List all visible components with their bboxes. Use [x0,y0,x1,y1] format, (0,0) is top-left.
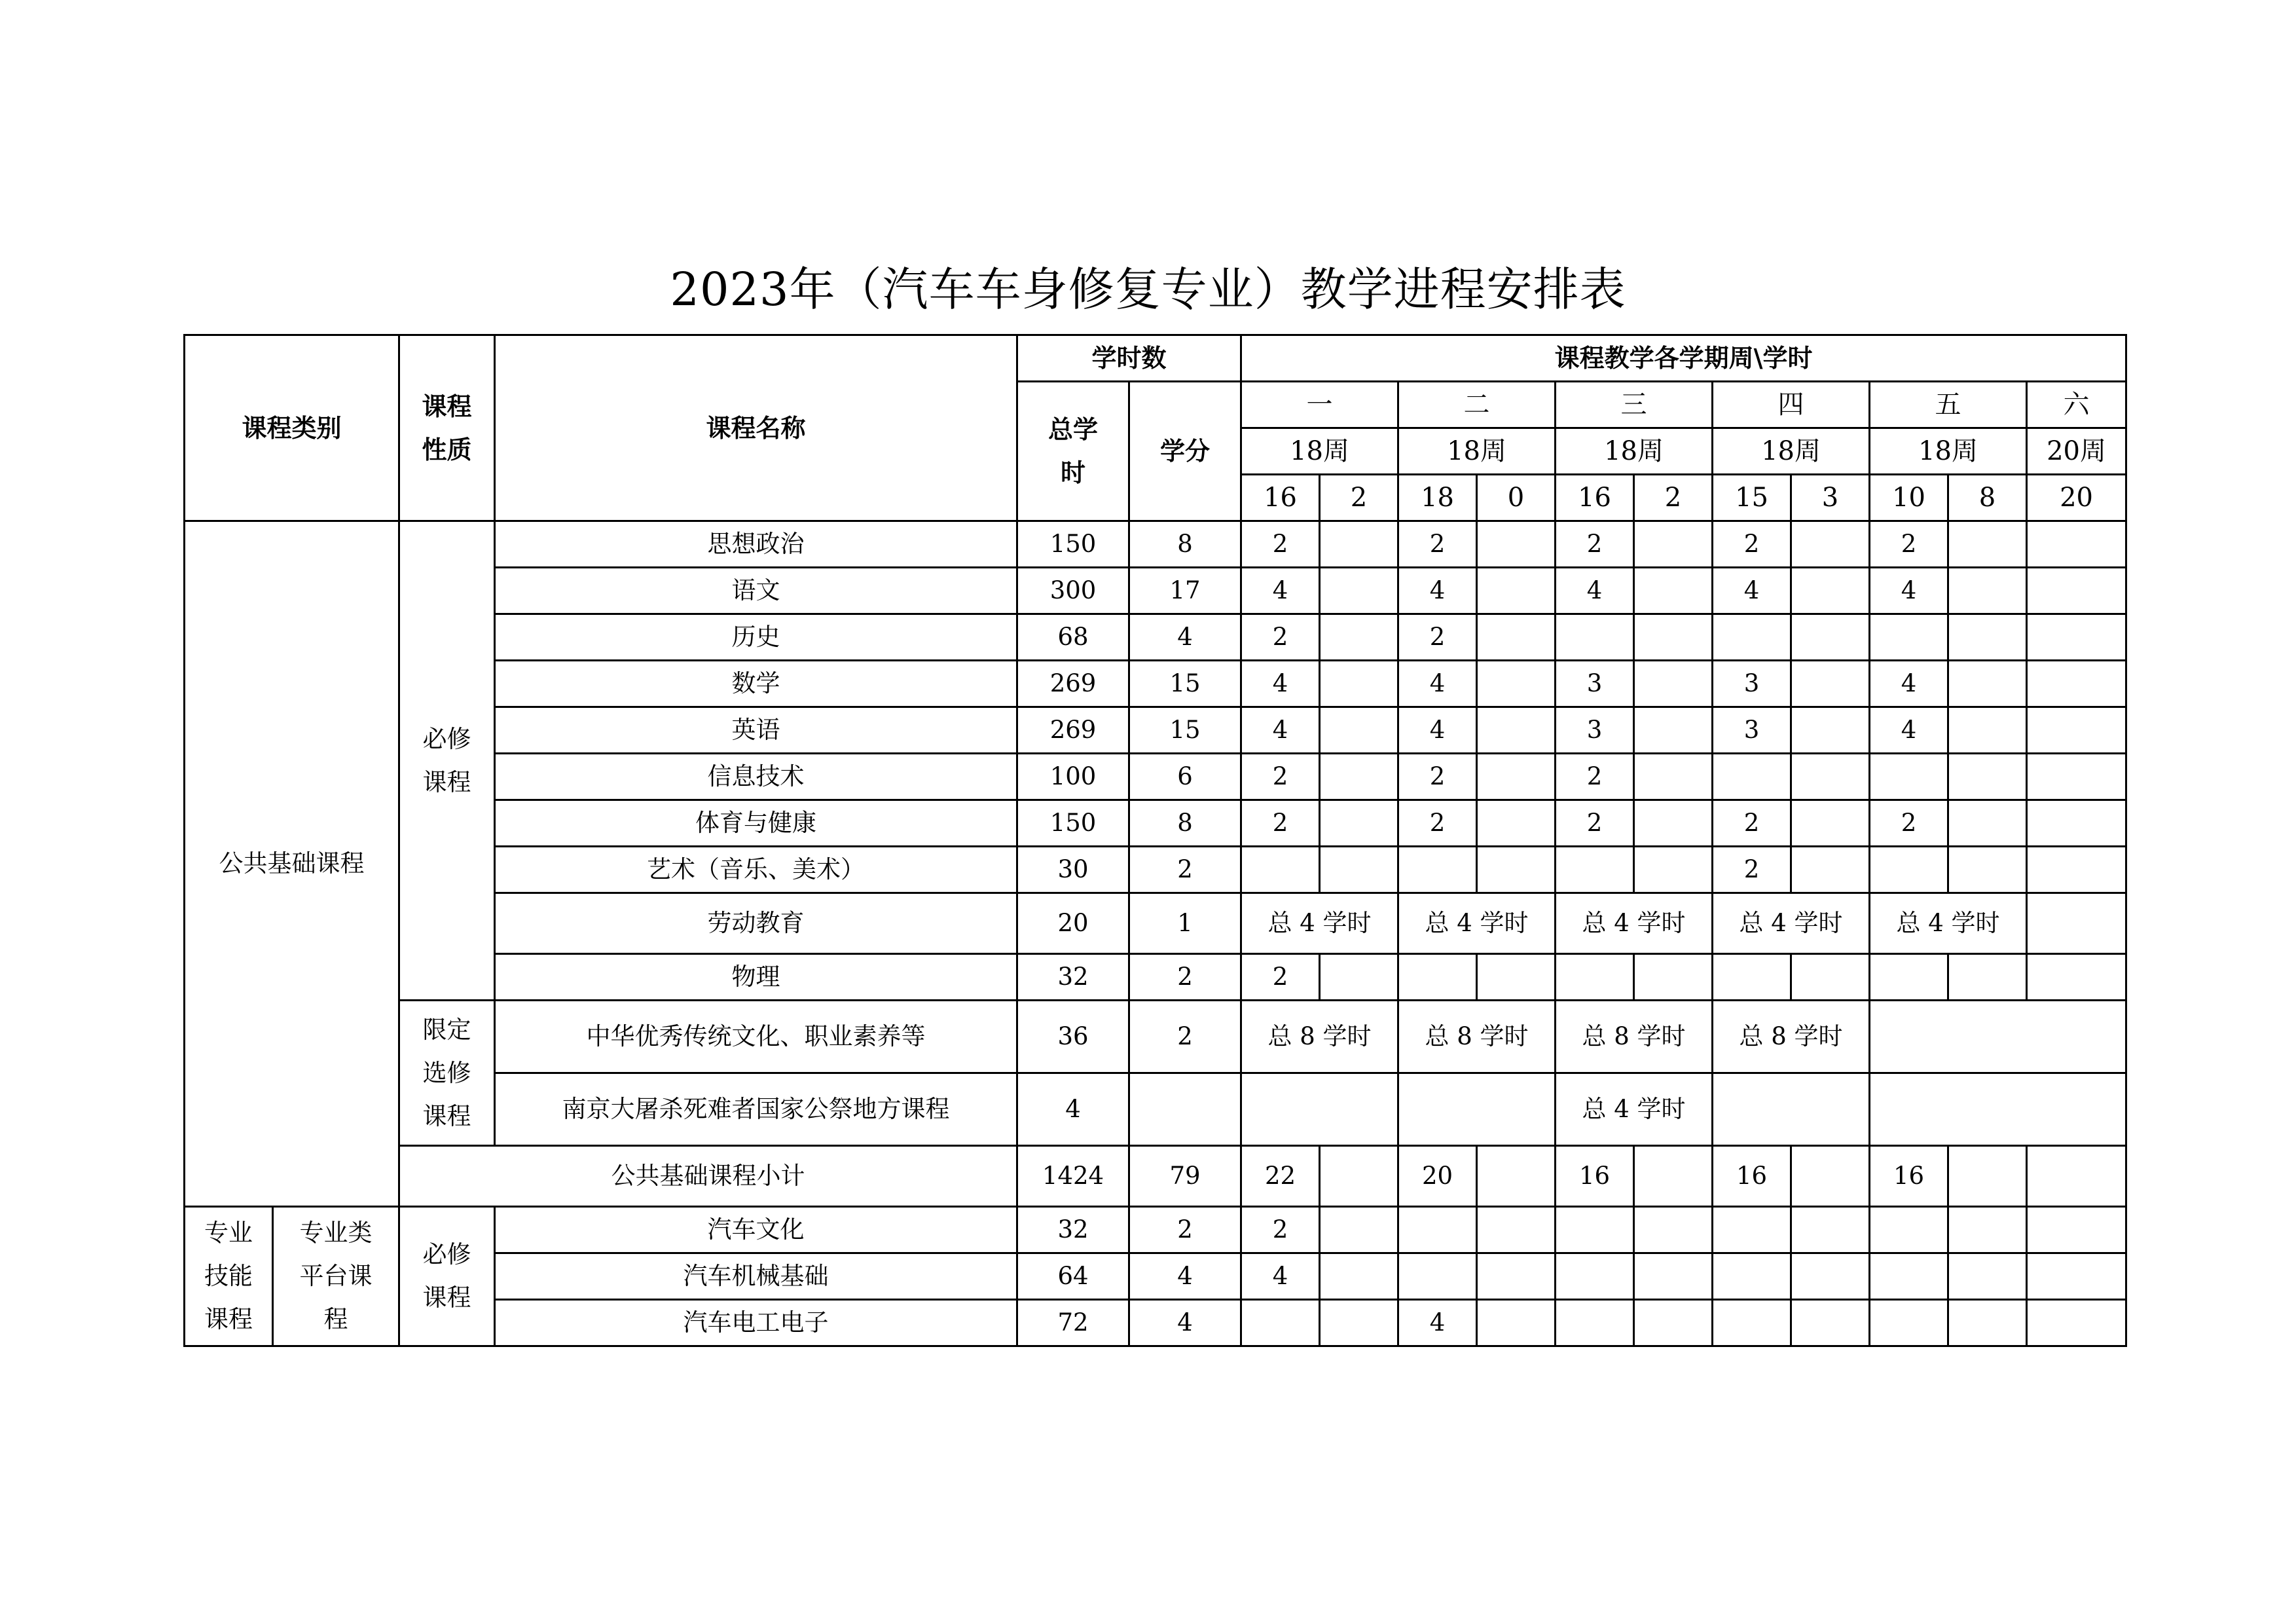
s5b [1948,707,2027,754]
s1b [1320,521,1398,568]
header-credits: 学分 [1129,382,1241,521]
credits: 8 [1129,521,1241,568]
s3b [1634,521,1713,568]
s1b [1320,800,1398,847]
s4a [1713,1253,1791,1300]
schedule-table [183,334,2127,1347]
semester-3-split-a: 16 [1556,475,1634,521]
total-hours: 150 [1017,521,1129,568]
s3a: 3 [1556,707,1634,754]
s4a [1713,614,1791,661]
course-name: 物理 [495,954,1017,1001]
s4-total [1713,1073,1870,1146]
s1a: 4 [1241,1253,1320,1300]
semester-4-split-b: 3 [1791,475,1870,521]
s6 [2027,893,2126,954]
course-name: 体育与健康 [495,800,1017,847]
semester-2-weeks: 18周 [1398,428,1556,475]
s2a: 4 [1398,707,1477,754]
s2b [1477,707,1556,754]
s1-total: 总 4 学时 [1241,893,1398,954]
semester-4-split-a: 15 [1713,475,1791,521]
s4b [1791,661,1870,707]
semester-1-weeks: 18周 [1241,428,1398,475]
s3-total: 总 4 学时 [1556,893,1713,954]
total-hours: 20 [1017,893,1129,954]
s6 [2027,707,2126,754]
s4a: 2 [1713,800,1791,847]
credits: 2 [1129,954,1241,1001]
semester-6-split: 20 [2027,475,2126,521]
s4-total: 总 8 学时 [1713,1001,1870,1073]
course-name: 汽车文化 [495,1207,1017,1253]
s5a: 4 [1870,707,1948,754]
s1b [1320,614,1398,661]
total-hours: 100 [1017,754,1129,800]
total-hours: 269 [1017,661,1129,707]
group-required-prof: 必修 课程 [399,1207,495,1346]
group-public-basic: 公共基础课程 [185,521,399,1207]
total-hours: 72 [1017,1300,1129,1346]
s5b [1948,847,2027,893]
s1b [1320,568,1398,614]
course-name: 中华优秀传统文化、职业素养等 [495,1001,1017,1073]
header-semester-group: 课程教学各学期周\学时 [1241,335,2126,382]
semester-5-split-b: 8 [1948,475,2027,521]
s5a [1870,1253,1948,1300]
s5b [1948,800,2027,847]
s3b [1634,754,1713,800]
s2a: 20 [1398,1146,1477,1207]
s4a: 4 [1713,568,1791,614]
s1b [1320,754,1398,800]
credits: 2 [1129,847,1241,893]
s1a: 2 [1241,754,1320,800]
semester-3-weeks: 18周 [1556,428,1713,475]
s2a: 2 [1398,521,1477,568]
total-hours: 269 [1017,707,1129,754]
s4a: 2 [1713,521,1791,568]
s2a: 4 [1398,661,1477,707]
s2b [1477,521,1556,568]
credits: 1 [1129,893,1241,954]
s5a [1870,847,1948,893]
total-hours: 150 [1017,800,1129,847]
s5a [1870,1207,1948,1253]
s1a: 4 [1241,568,1320,614]
s4b [1791,1207,1870,1253]
s5-s6-empty [1870,1073,2126,1146]
s5b [1948,1300,2027,1346]
header-category: 课程类别 [185,335,399,521]
s3b [1634,1253,1713,1300]
s2a: 4 [1398,568,1477,614]
s5b [1948,661,2027,707]
s2b [1477,614,1556,661]
s1a: 2 [1241,521,1320,568]
s3a: 3 [1556,661,1634,707]
credits [1129,1073,1241,1146]
s1a: 2 [1241,954,1320,1001]
s3a [1556,614,1634,661]
s5a: 2 [1870,521,1948,568]
s2b [1477,847,1556,893]
s5a [1870,614,1948,661]
table-row [185,1207,2126,1253]
total-hours: 300 [1017,568,1129,614]
s3a [1556,954,1634,1001]
group-professional-skills: 专业 技能 课程 [185,1207,273,1346]
header-course-name: 课程名称 [495,335,1017,521]
total-hours: 36 [1017,1001,1129,1073]
s3b [1634,1300,1713,1346]
s4a: 3 [1713,661,1791,707]
group-platform-courses: 专业类 平台课 程 [273,1207,399,1346]
s1-total: 总 8 学时 [1241,1001,1398,1073]
s6 [2027,1146,2126,1207]
s3a: 2 [1556,800,1634,847]
total-hours: 68 [1017,614,1129,661]
s3b [1634,800,1713,847]
s2b [1477,661,1556,707]
s2a: 2 [1398,754,1477,800]
s4a: 3 [1713,707,1791,754]
s2b [1477,1300,1556,1346]
s6 [2027,521,2126,568]
s5a [1870,954,1948,1001]
credits: 6 [1129,754,1241,800]
s6 [2027,800,2126,847]
s2a [1398,847,1477,893]
semester-6-weeks: 20周 [2027,428,2126,475]
s1b [1320,1207,1398,1253]
credits: 4 [1129,1253,1241,1300]
s3a: 2 [1556,521,1634,568]
s5b [1948,614,2027,661]
s3b [1634,568,1713,614]
semester-2-split-b: 0 [1477,475,1556,521]
s5b [1948,754,2027,800]
semester-5-split-a: 10 [1870,475,1948,521]
s1a: 2 [1241,1207,1320,1253]
s5a: 16 [1870,1146,1948,1207]
s3b [1634,707,1713,754]
s2b [1477,800,1556,847]
header-nature: 课程 性质 [399,335,495,521]
s1b [1320,847,1398,893]
s3a [1556,1207,1634,1253]
s3b [1634,847,1713,893]
s5b [1948,954,2027,1001]
s1a: 4 [1241,661,1320,707]
s3-total: 总 4 学时 [1556,1073,1713,1146]
s1b [1320,1146,1398,1207]
s6 [2027,661,2126,707]
s3a [1556,1300,1634,1346]
course-name: 汽车电工电子 [495,1300,1017,1346]
s4b [1791,954,1870,1001]
s1a: 2 [1241,614,1320,661]
s3a: 16 [1556,1146,1634,1207]
s3b [1634,1207,1713,1253]
credits: 4 [1129,614,1241,661]
course-name: 劳动教育 [495,893,1017,954]
page-title: 2023年（汽车车身修复专业）教学进程安排表 [670,263,1626,316]
s6 [2027,754,2126,800]
table-row [185,1001,2126,1073]
header-total-hours: 总学 时 [1017,382,1129,521]
credits: 4 [1129,1300,1241,1346]
s6 [2027,847,2126,893]
s4a [1713,1207,1791,1253]
s1b [1320,661,1398,707]
s2b [1477,954,1556,1001]
s2b [1477,1253,1556,1300]
s4b [1791,707,1870,754]
s3a [1556,847,1634,893]
s4b [1791,800,1870,847]
course-name: 语文 [495,568,1017,614]
s4-total: 总 4 学时 [1713,893,1870,954]
credits: 2 [1129,1207,1241,1253]
s6 [2027,1253,2126,1300]
s4b [1791,847,1870,893]
s4a [1713,1300,1791,1346]
course-name: 信息技术 [495,754,1017,800]
semester-3-split-b: 2 [1634,475,1713,521]
group-required: 必修 课程 [399,521,495,1001]
course-name: 英语 [495,707,1017,754]
s3a: 4 [1556,568,1634,614]
s2a [1398,954,1477,1001]
credits: 17 [1129,568,1241,614]
course-name: 数学 [495,661,1017,707]
total-hours: 32 [1017,954,1129,1001]
s4b [1791,568,1870,614]
s2b [1477,1207,1556,1253]
s2b [1477,754,1556,800]
semester-1-split-a: 16 [1241,475,1320,521]
s2-total [1398,1073,1556,1146]
credits: 15 [1129,661,1241,707]
s5b [1948,1253,2027,1300]
s4a: 2 [1713,847,1791,893]
s4a: 16 [1713,1146,1791,1207]
s2a: 4 [1398,1300,1477,1346]
table-row [185,521,2126,568]
s1-total [1241,1073,1398,1146]
s4b [1791,521,1870,568]
s4a [1713,954,1791,1001]
semester-4-label: 四 [1713,382,1870,428]
s4b [1791,1146,1870,1207]
credits: 8 [1129,800,1241,847]
s2a [1398,1253,1477,1300]
s4b [1791,1300,1870,1346]
credits: 2 [1129,1001,1241,1073]
s6 [2027,1300,2126,1346]
semester-1-split-b: 2 [1320,475,1398,521]
semester-5-weeks: 18周 [1870,428,2027,475]
semester-1-label: 一 [1241,382,1398,428]
s2a: 2 [1398,614,1477,661]
s2a: 2 [1398,800,1477,847]
s5b [1948,521,2027,568]
s3a: 2 [1556,754,1634,800]
semester-3-label: 三 [1556,382,1713,428]
s1a [1241,847,1320,893]
s5b [1948,568,2027,614]
semester-2-label: 二 [1398,382,1556,428]
s1b [1320,1300,1398,1346]
s6 [2027,614,2126,661]
semester-4-weeks: 18周 [1713,428,1870,475]
course-name: 历史 [495,614,1017,661]
s4b [1791,754,1870,800]
credits: 15 [1129,707,1241,754]
s3-total: 总 8 学时 [1556,1001,1713,1073]
course-name: 汽车机械基础 [495,1253,1017,1300]
semester-6-label: 六 [2027,382,2126,428]
s5a: 4 [1870,568,1948,614]
s1b [1320,954,1398,1001]
s5a [1870,754,1948,800]
s1b [1320,1253,1398,1300]
s2-total: 总 4 学时 [1398,893,1556,954]
s2b [1477,568,1556,614]
s1a [1241,1300,1320,1346]
s4b [1791,614,1870,661]
total-hours: 64 [1017,1253,1129,1300]
header-hours-group: 学时数 [1017,335,1241,382]
total-hours: 1424 [1017,1146,1129,1207]
s3b [1634,661,1713,707]
s2-total: 总 8 学时 [1398,1001,1556,1073]
total-hours: 30 [1017,847,1129,893]
s5b [1948,1207,2027,1253]
course-name: 思想政治 [495,521,1017,568]
s1a: 22 [1241,1146,1320,1207]
s3b [1634,1146,1713,1207]
course-name: 南京大屠杀死难者国家公祭地方课程 [495,1073,1017,1146]
group-limited-elective: 限定 选修 课程 [399,1001,495,1146]
s1a: 2 [1241,800,1320,847]
semester-5-label: 五 [1870,382,2027,428]
s6 [2027,1207,2126,1253]
s2a [1398,1207,1477,1253]
total-hours: 32 [1017,1207,1129,1253]
s5-total: 总 4 学时 [1870,893,2027,954]
credits: 79 [1129,1146,1241,1207]
total-hours: 4 [1017,1073,1129,1146]
s5a: 2 [1870,800,1948,847]
s3b [1634,954,1713,1001]
s5b [1948,1146,2027,1207]
s4b [1791,1253,1870,1300]
s1b [1320,707,1398,754]
s3a [1556,1253,1634,1300]
course-name: 艺术（音乐、美术） [495,847,1017,893]
s2b [1477,1146,1556,1207]
s6 [2027,568,2126,614]
s6 [2027,954,2126,1001]
semester-2-split-a: 18 [1398,475,1477,521]
table-row [185,1146,2126,1207]
s5-s6-empty [1870,1001,2126,1073]
s5a: 4 [1870,661,1948,707]
s4a [1713,754,1791,800]
s1a: 4 [1241,707,1320,754]
subtotal-label: 公共基础课程小计 [399,1146,1017,1207]
s3b [1634,614,1713,661]
s5a [1870,1300,1948,1346]
